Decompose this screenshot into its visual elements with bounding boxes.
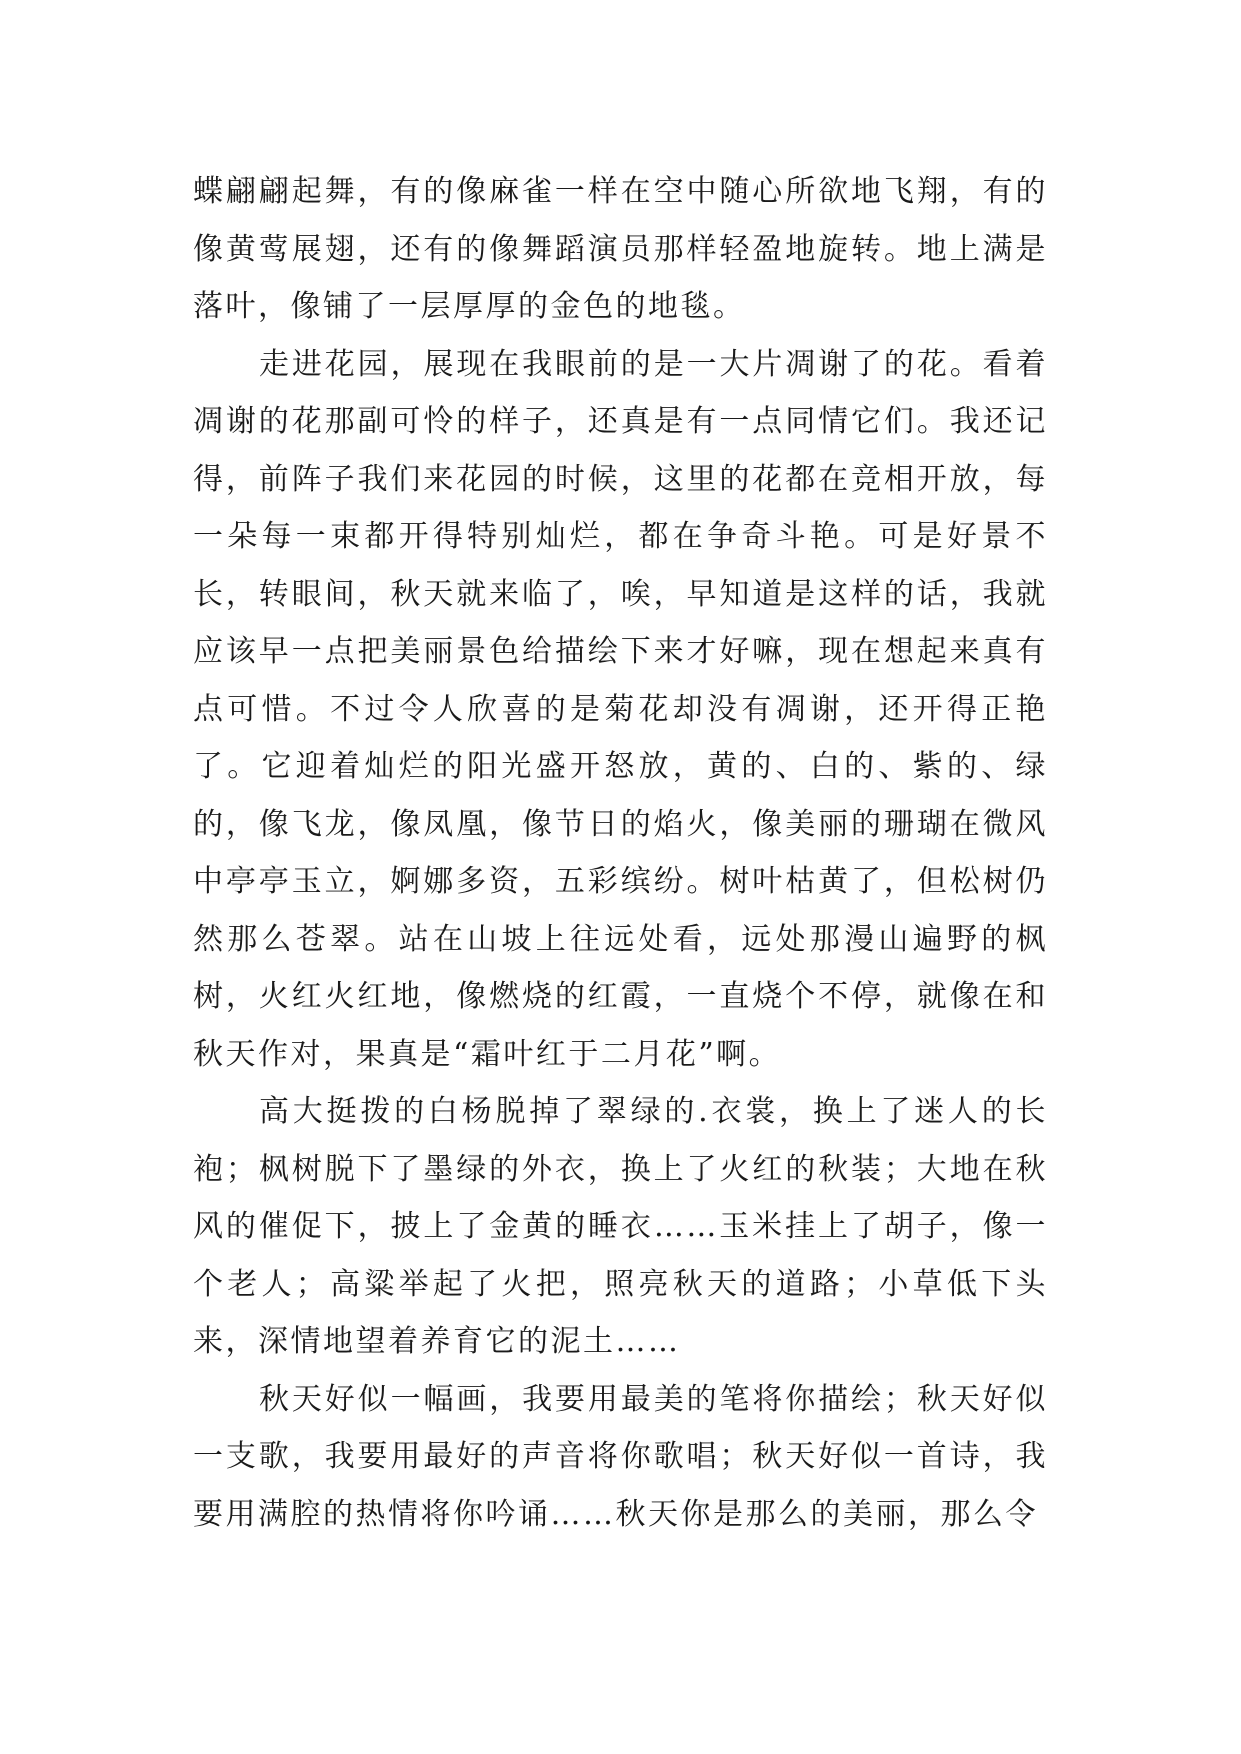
paragraph-4: 秋天好似一幅画，我要用最美的笔将你描绘；秋天好似一支歌，我要用最好的声音将你歌唱；秋天好似一首诗，我要用满腔的热情将你吟诵……秋天你是那么的美丽，那么令 xyxy=(193,1381,1048,1532)
paragraph-2: 走进花园，展现在我眼前的是一大片凋谢了的花。看着凋谢的花那副可怜的样子，还真是有一点同情它们。我还记得，前阵子我们来花园的时候，这里的花都在竞相开放，每一朵每一束都开得特别灿烂，都在争奇斗艳。可是好景不长，转眼间，秋天就来临了，唉，早知道是这样的话，我就应该早一点把美丽景色给描绘下来才好嘛，现在想起来真有点可惜。不过令人欣喜的是菊花却没有凋谢，还开得正艳了。它迎着灿烂的阳光盛开怒放，黄的、白的、紫的、绿的，像飞龙，像凤凰，像节日的焰火，像美丽的珊瑚在微风中亭亭玉立，婀娜多资，五彩缤纷。树叶枯黄了，但松树仍然那么苍翠。站在山坡上往远处看，远处那漫山遍野的枫树，火红火红地，像燃烧的红霞，一直烧个不停，就像在和秋天作对，果真是“霜叶红于二月花”啊。 xyxy=(193,346,1048,1072)
paragraph-3: 高大挺拨的白杨脱掉了翠绿的.衣裳，换上了迷人的长袍；枫树脱下了墨绿的外衣，换上了火红的秋装；大地在秋风的催促下，披上了金黄的睡衣……玉米挂上了胡子，像一个老人；高粱举起了火把，照亮秋天的道路；小草低下头来，深情地望着养育它的泥土…… xyxy=(193,1094,1048,1359)
paragraph-1: 蝶翩翩起舞，有的像麻雀一样在空中随心所欲地飞翔，有的像黄莺展翅，还有的像舞蹈演员那样轻盈地旋转。地上满是落叶，像铺了一层厚厚的金色的地毯。 xyxy=(193,174,1048,324)
document-body xyxy=(193,163,1048,1543)
